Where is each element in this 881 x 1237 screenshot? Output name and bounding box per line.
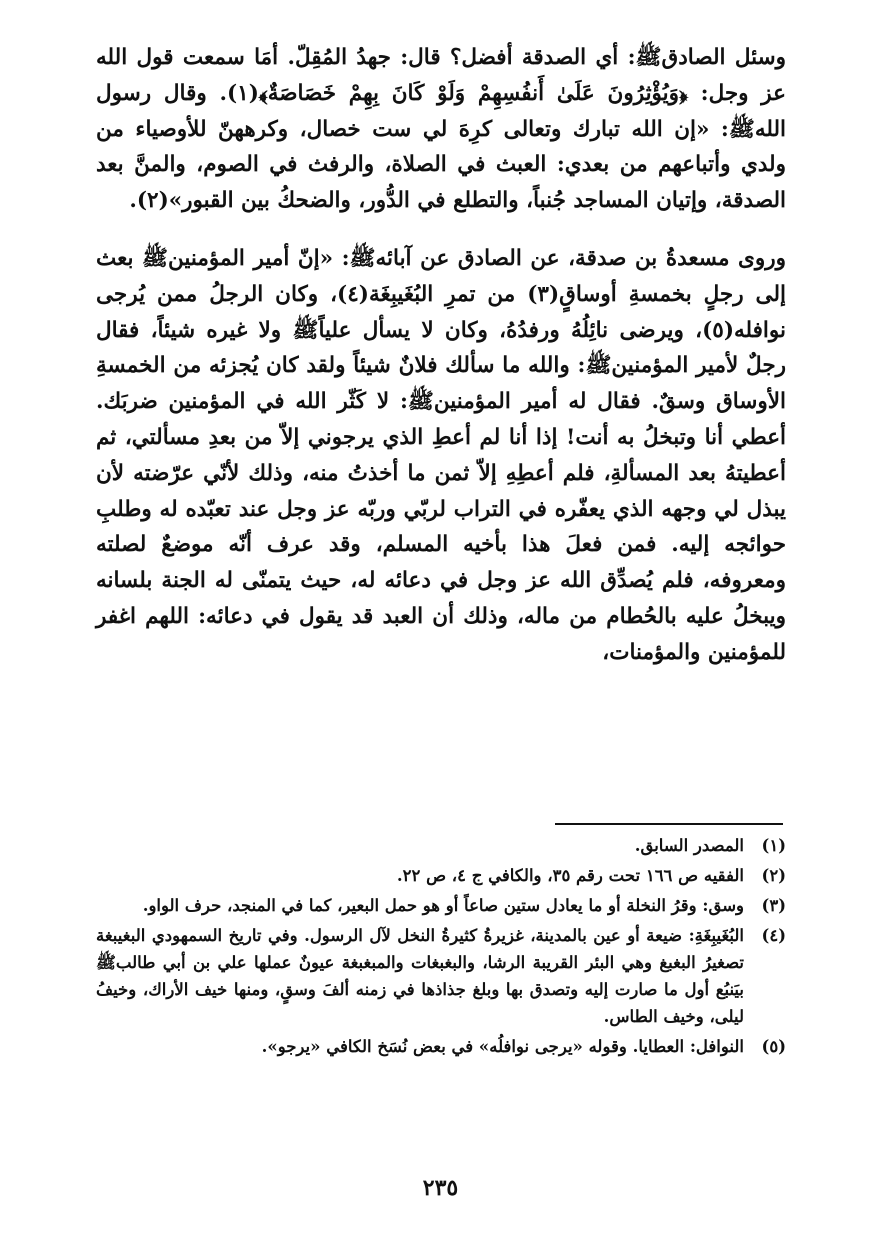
paragraph-gap bbox=[96, 219, 786, 241]
footnote-text: وسق: وقرُ النخلة أو ما يعادل ستين صاعاً أو هو حمل البعير، كما في المنجد، حرف الواو. bbox=[142, 896, 744, 915]
paragraph-1: وسئل الصادقﷺ: أي الصدقة أفضل؟ قال: جهدُ المُقِلّ. أمَا سمعت قول الله عز وجل: ﴿وَيُؤْثِرُونَ عَلَىٰ أَنفُسِهِمْ وَلَوْ كَانَ بِهِمْ خَصَاصَةٌ﴾(١). وقال رسول اللهﷺ: «إن الله تبارك وتعالى كرِهَ لي ست خصال، وكرههنّ للأوصياء من ولدي وأتباعهم من بعدي: العبث في الصلاة، والرفث في الصوم، والمنَّ بعد الصدقة، وإتيان المساجد جُنباً، والتطلع في الدُّور، والضحكُ بين القبور»(٢). bbox=[96, 45, 786, 214]
main-text bbox=[96, 40, 786, 671]
page-number: ٢٣٥ bbox=[422, 1175, 459, 1201]
footnote-3 bbox=[96, 892, 786, 919]
footnote-number: (٢) bbox=[761, 866, 786, 885]
footnote-5 bbox=[96, 1033, 786, 1060]
footnote-number: (٥) bbox=[761, 1037, 786, 1056]
paragraph-2: وروى مسعدةُ بن صدقة، عن الصادق عن آبائهﷺ: «إنّ أمير المؤمنينﷺ بعث إلى رجلٍ بخمسةِ أوساقٍ(٣) من تمرِ البُغَيبِغَة(٤)، وكان الرجلُ ممن يُرجى نوافله(٥)، ويرضى نائِلُهُ ورفدُهُ، وكان لا يسأل علياًﷺ ولا غيره شيئاً، فقال رجلٌ لأمير المؤمنينﷺ: والله ما سألك فلانٌ شيئاً ولقد كان يُجزئه من الخمسةِ الأوساق وسقٌ. فقال له أمير المؤمنينﷺ: لا كَثّر الله في المؤمنين ضربَك. أعطي أنا وتبخلُ به أنت! إذا أنا لم أعطِ الذي يرجوني إلاّ من بعدِ مسألتي، ثم أعطيتهُ بعد المسألةِ، فلم أعطِهِ إلاّ ثمن ما أخذتُ منه، وذلك لأنّي عرّضته لأن يبذل لي وجهه الذي يعفّره في التراب لربّي وربّه عز وجل عند تعبّده له وطلبِ حوائجه إليه. فمن فعلَ هذا بأخيه المسلم، وقد عرف أنّه موضعٌ لصلته ومعروفه، فلم يُصدِّق الله عز وجل في دعائه له، حيث يتمنّى له الجنة بلسانه ويبخلُ عليه بالحُطام من ماله، وذلك أن العبد قد يقول في دعائه: اللهم اغفر للمؤمنين والمؤمنات، bbox=[96, 245, 786, 665]
footnotes bbox=[96, 832, 786, 1063]
footnote-text: الفقيه ص ١٦٦ تحت رقم ٣٥، والكافي ج ٤، ص ٢٢. bbox=[396, 866, 744, 885]
footnote-text: النوافل: العطايا. وقوله «يرجى نوافلُه» في بعض نُسَخ الكافي «يرجو». bbox=[261, 1037, 744, 1056]
footnote-text: المصدر السابق. bbox=[634, 836, 744, 855]
footnote-text: البُغَيبِغَةِ: ضيعة أو عين بالمدينة، غزيرةُ كثيرةُ النخل لآل الرسول. وفي تاريخ السمهودي البغيبغة تصغيرُ البغبغ وهي البئر القريبة الرشا، والبغبغات والمبغبغة عيونٌ عملها علي بن أبي طالبﷺ بيَنبُع أول ما صارت إليه وتصدق بها وبلغ جذاذها في زمنه ألفَ وسقٍ، ومنها خيف الأراك، وخيفُ ليلى، وخيف الطاس. bbox=[96, 926, 744, 1026]
footnote-4 bbox=[96, 922, 786, 1030]
footnote-number: (٣) bbox=[761, 896, 786, 915]
footnote-number: (٤) bbox=[761, 926, 786, 945]
footnote-divider bbox=[555, 823, 783, 825]
footnote-number: (١) bbox=[761, 836, 786, 855]
footnote-1 bbox=[96, 832, 786, 859]
footnote-2 bbox=[96, 862, 786, 889]
